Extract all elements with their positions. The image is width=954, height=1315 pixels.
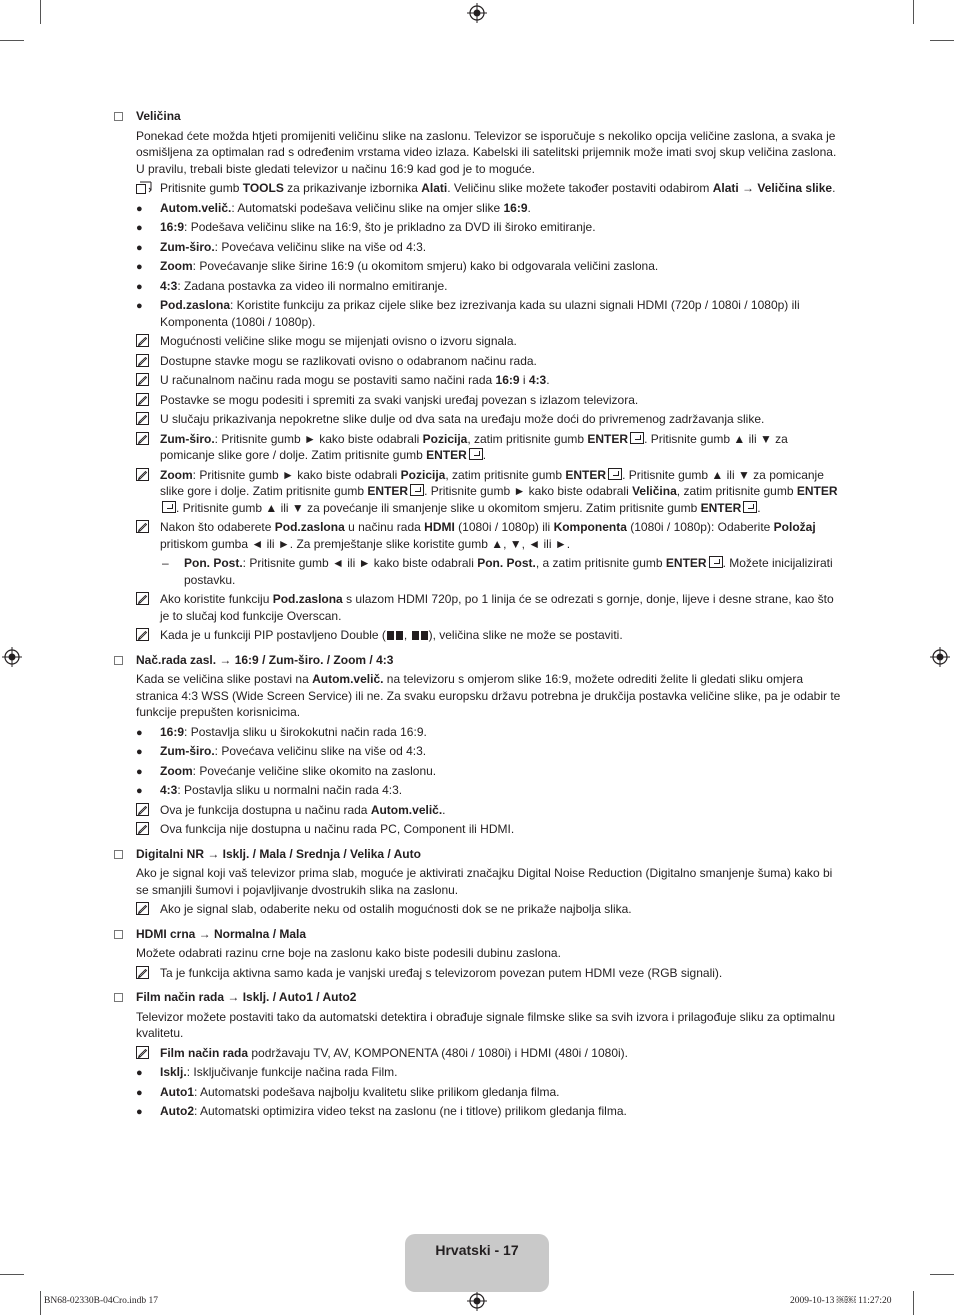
note-item: Ako koristite funkciju Pod.zaslona s ulazom HDMI 720p, po 1 linija će se odrezati s gornje, donje, lijeve i desne strane, kao što je to slučaj kod funkcije Overscan. [114,591,844,624]
paragraph: Ako je signal koji vaš televizor prima slab, moguće je aktivirati značajku Digital Noise Reduction (Digitalno smanjenje šuma) kako bi se smanjili šumovi i pojavljivanje dvostrukih slika na zaslonu. [136,866,833,897]
section-title: Film način rada → Isklj. / Auto1 / Auto2 [114,989,844,1006]
crop-mark [40,1291,41,1315]
pip-double-icon [387,631,403,640]
note-item: Ta je funkcija aktivna samo kada je vanjski uređaj s televizorom povezan putem HDMI veze (RGB signali). [114,965,844,982]
square-bullet-icon [114,656,123,665]
bullet-item: ● Zum-širo.: Povećava veličinu slike na više od 4:3. [114,743,844,760]
note-item: Mogućnosti veličine slike mogu se mijenjati ovisno o izvoru signala. [114,333,844,350]
note-item: Dostupne stavke mogu se razlikovati ovisno o odabranom načinu rada. [114,353,844,370]
bullet-item: ● Zum-širo.: Povećava veličinu slike na više od 4:3. [114,239,844,256]
square-bullet-icon [114,930,123,939]
manual-page-content [114,108,844,1128]
note-icon [136,803,149,816]
section [114,108,844,644]
note-item: U računalnom načinu rada mogu se postaviti samo načini rada 16:9 i 4:3. [114,372,844,389]
note-item: Film način rada podržavaju TV, AV, KOMPONENTA (480i / 1080i) i HDMI (480i / 1080i). [114,1045,844,1062]
tools-icon [136,181,152,194]
section [114,989,844,1120]
print-slug-right: 2009-10-13 ￼￼ 11:27:20 [790,1296,892,1306]
sub-item: – Pon. Post.: Pritisnite gumb ◄ ili ► kako biste odabrali Pon. Post., a zatim pritisnite gumb ENTER . Možete inicijalizirati postavku. [162,556,833,587]
pip-double-icon [412,631,428,640]
bullet-item: ● Pod.zaslona: Koristite funkciju za prikaz cijele slike bez izrezivanja kada su ulazni signali HDMI (720p / 1080i / 1080p) ili Komponenta (1080i / 1080p). [136,298,800,329]
page-number-tab [405,1234,549,1292]
bullet-icon: ● [136,241,143,254]
bullet-icon: ● [136,261,143,273]
registration-mark-icon [2,647,22,667]
bullet-item: ● 16:9: Podešava veličinu slike na 16:9, što je prikladno za DVD ili široko emitiranje. [114,219,844,236]
note-item: Postavke se mogu podesiti i spremiti za svaki vanjski uređaj povezan s izlazom televizora. [114,392,844,409]
note-icon [136,373,149,386]
note-item: Nakon što odaberete Pod.zaslona u načinu rada HDMI (1080i / 1080p) ili Komponenta (1080i / 1080p): Odaberite Položaj pritiskom gumba ◄ ili ►. Za premještanje slike koristite gumb ▲, ▼, ◄ ili ►. [114,519,844,552]
bullet-icon: ● [136,785,143,797]
note-item: Zoom: Pritisnite gumb ► kako biste odabrali Pozicija, zatim pritisnite gumb ENTER . Pritisnite gumb ▲ ili ▼ za pomicanje slike gore i dolje. Zatim pritisnite gumb ENTER . Pritisnite gumb ► kako biste odabrali Veličina, zatim pritisnite gumb ENTER. Pritisnite gumb ▲ ili ▼ za povećanje ili smanjenje slike u okomitom smjeru. Zatim pritisnite gumb ENTER . [114,467,844,517]
bullet-item: ● 16:9: Postavlja sliku u širokokutni način rada 16:9. [114,724,844,741]
bullet-item: ● Autom.velič.: Automatski podešava veličinu slike na omjer slike 16:9. [114,200,844,217]
note-icon [136,520,149,533]
paragraph: Ponekad ćete možda htjeti promijeniti veličinu slike na zaslonu. Televizor se isporučuje s nekoliko opcija veličine zaslona, a svaka je osmišljena za optimalan rad s određenim vrstama video izlaza. Kabelski ili satelitski prijemnik može imati svoj skup veličina zaslona. U pravilu, trebali biste gledati televizor u načinu 16:9 kad god je to moguće. [136,128,837,176]
note-icon [136,592,149,605]
enter-icon [709,556,723,568]
print-slug-left: BN68-02330B-04Cro.indb 17 [44,1296,158,1306]
bullet-icon: ● [136,222,143,234]
section [114,926,844,982]
note-item: Ova funkcija nije dostupna u načinu rada PC, Component ili HDMI. [114,821,844,838]
bullet-icon: ● [136,1067,143,1079]
note-icon [136,902,149,915]
note-item: U slučaju prikazivanja nepokretne slike dulje od dva sata na uređaju može doći do privremenog zadržavanja slike. [114,411,844,428]
bullet-icon: ● [136,765,143,778]
enter-icon [162,501,176,513]
section-title: Digitalni NR → Isklj. / Mala / Srednja / Velika / Auto [114,846,844,863]
bullet-item: ● 4:3: Postavlja sliku u normalni način rada 4:3. [114,782,844,799]
enter-icon [410,484,424,496]
bullet-icon: ● [136,202,143,215]
bullet-icon: ● [136,1086,143,1099]
paragraph: Televizor možete postaviti tako da automatski detektira i obrađuje signale filmske slike sa svih izvora i prilagođuje sliku za optimalnu kvalitetu. [136,1009,835,1040]
note-icon [136,354,149,367]
note-item: Zum-širo.: Pritisnite gumb ► kako biste odabrali Pozicija, zatim pritisnite gumb ENTER . Pritisnite gumb ▲ ili ▼ za pomicanje slike gore / dolje. Zatim pritisnite gumb ENTER . [114,431,844,464]
square-bullet-icon [114,112,123,121]
note-icon [136,468,149,481]
registration-mark-icon [467,1291,487,1311]
registration-mark-icon [467,3,487,23]
paragraph: Možete odabrati razinu crne boje na zaslonu kako biste podesili dubinu zaslona. [136,946,561,960]
crop-mark [930,1274,954,1275]
note-icon [136,822,149,835]
bullet-icon: ● [136,280,143,293]
registration-mark-icon [930,647,950,667]
paragraph: Kada se veličina slike postavi na Autom.velič. na televizoru s omjerom slike 16:9, možete odrediti želite li gledati sliku omjera stranica 4:3 WSS (Wide Screen Service) ili ne. Za svaku europsku državu potrebna je drukčija postavka veličine slike, pa je odabir te funkcije prepušten korisnicima. [136,672,841,719]
note-icon [136,1046,149,1059]
bullet-item: ● Auto1: Automatski podešava najbolju kvalitetu slike prilikom gledanja filma. [114,1084,844,1101]
bullet-item: ● Isklj.: Isključivanje funkcije načina rada Film. [114,1064,844,1081]
note-item: Ako je signal slab, odaberite neku od ostalih mogućnosti dok se ne prikaže najbolja slika. [114,901,844,918]
crop-mark [0,1274,24,1275]
bullet-icon: ● [136,746,143,758]
enter-icon [469,448,483,460]
note-icon [136,966,149,979]
note-icon [136,393,149,406]
section [114,846,844,918]
note-icon [136,334,149,347]
bullet-icon: ● [136,300,143,312]
square-bullet-icon [114,850,123,859]
crop-mark [930,40,954,41]
crop-mark [40,0,41,24]
note-icon [136,432,149,445]
section-title: HDMI crna → Normalna / Mala [114,926,844,943]
square-bullet-icon [114,993,123,1002]
crop-mark [913,0,914,24]
bullet-item: ● Auto2: Automatski optimizira video tekst na zaslonu (ne i titlove) prilikom gledanja filma. [114,1103,844,1120]
dash-marker: – [162,556,169,570]
section-title: Nač.rada zasl. → 16:9 / Zum-širo. / Zoom / 4:3 [114,652,844,669]
section-title: Veličina [114,108,844,125]
enter-icon [743,501,757,513]
section [114,652,844,838]
note-item: Kada je u funkciji PIP postavljeno Double ( , ), veličina slike ne može se postaviti. [114,627,844,644]
note-item: Ova je funkcija dostupna u načinu rada Autom.velič.. [114,802,844,819]
crop-mark [913,1291,914,1315]
crop-mark [0,40,24,41]
enter-icon [630,432,644,444]
bullet-item: ● 4:3: Zadana postavka za video ili normalno emitiranje. [114,278,844,295]
enter-icon [608,468,622,480]
note-icon [136,628,149,641]
bullet-item: ● Zoom: Povećavanje slike širine 16:9 (u okomitom smjeru) kako bi odgovarala veličini zaslona. [114,258,844,275]
note-icon [136,412,149,425]
bullet-icon: ● [136,1106,143,1118]
bullet-item: ● Zoom: Povećanje veličine slike okomito na zaslonu. [114,763,844,780]
tools-item: Pritisnite gumb TOOLS za prikazivanje izbornika Alati. Veličinu slike možete također postaviti odabirom Alati → Veličina slike. [114,180,844,197]
page-label: Hrvatski - 17 [435,1242,519,1258]
bullet-icon: ● [136,726,143,739]
